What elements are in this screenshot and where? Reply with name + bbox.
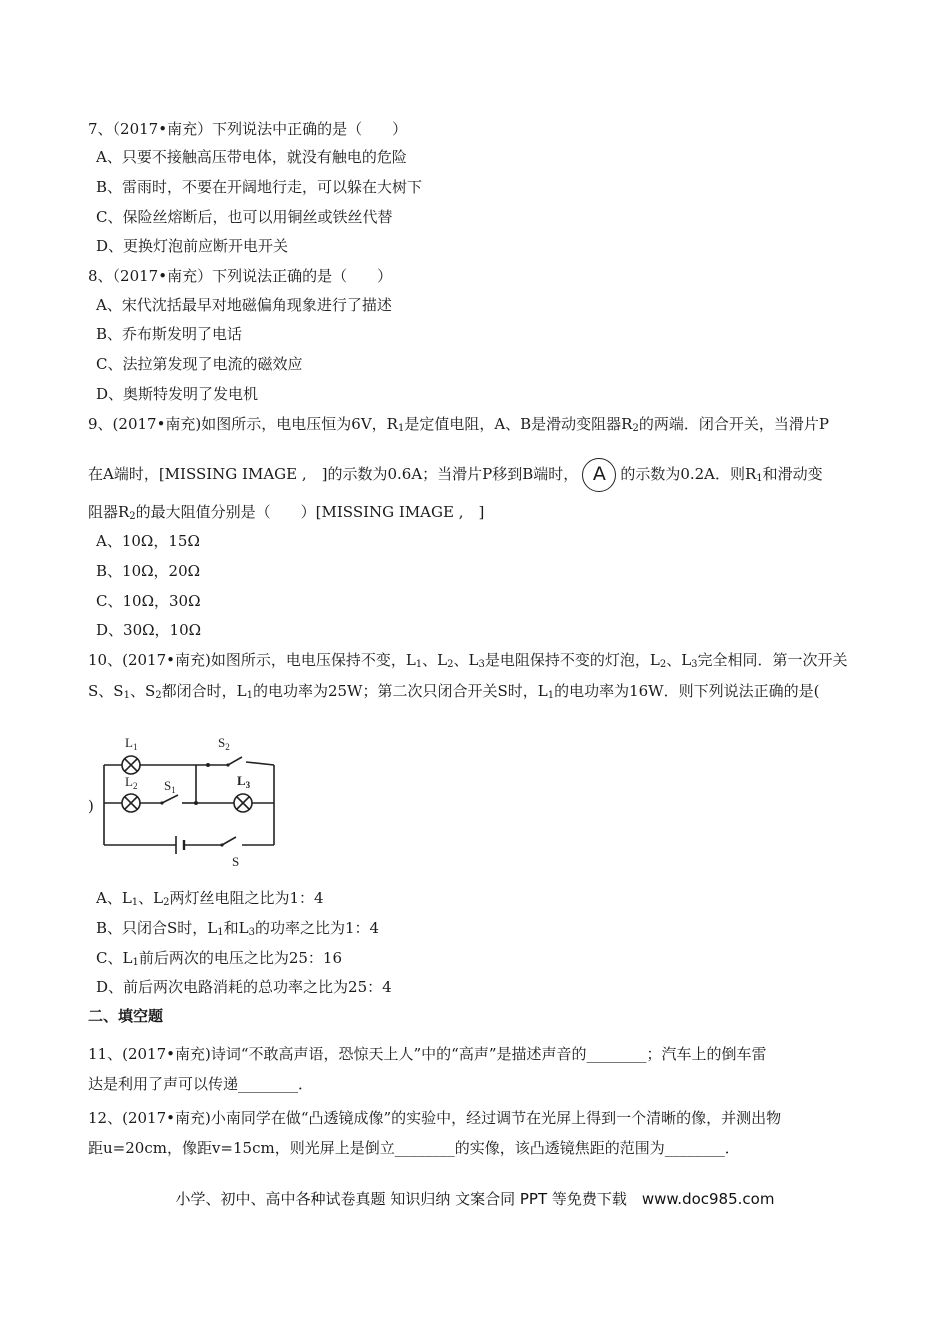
label-L3: $L_3$ — [237, 773, 251, 790]
q9-stem-line3: 阻器$R_2$的最大阻值分别是（ ）[MISSING IMAGE , ] — [88, 503, 485, 522]
q10-stem-line1: 10、(2017•南充)如图所示，电电压保持不变，$L_1$、$L_2$、$L_3$是电阻保持不变的灯泡，$L_2$、$L_3$完全相同．第一次开关 — [88, 651, 848, 670]
q8-option-d: D、奥斯特发明了发电机 — [96, 385, 259, 403]
q11-line1: 11、(2017•南充)诗词“不敢高声语，恐惊天上人”中的“高声”是描述声音的________；汽车上的倒车雷 — [88, 1045, 767, 1063]
q12-line2: 距u=20cm，像距v=15cm，则光屏上是倒立________的实像，该凸透镜焦距的范围为________． — [88, 1139, 740, 1157]
q10-option-d: D、前后两次电路消耗的总功率之比为25：4 — [96, 978, 392, 996]
q8-option-c: C、法拉第发现了电流的磁效应 — [96, 355, 303, 373]
circuit-diagram — [98, 733, 308, 873]
q10-option-c: C、$L_1$前后两次的电压之比为25：16 — [96, 949, 343, 968]
section-heading: 二、填空题 — [88, 1007, 164, 1025]
q7-option-a: A、只要不接触高压带电体，就没有触电的危险 — [96, 148, 407, 166]
q9-option-d: D、30Ω，10Ω — [96, 621, 202, 639]
label-S: S — [232, 854, 240, 869]
q9-stem-line2: 在A端时，[MISSING IMAGE , ]的示数为0.6A；当滑片P移到B端时， A 的示数为0.2A．则$R_1$和滑动变 — [88, 458, 823, 492]
q8-stem: 8、（2017•南充）下列说法正确的是（ ） — [88, 267, 393, 285]
q11-line2: 达是利用了声可以传递________． — [88, 1075, 314, 1093]
footer-text: 小学、初中、高中各种试卷真题 知识归纳 文案合同 PPT 等免费下载 www.doc985.com — [175, 1190, 775, 1208]
q10-option-b: B、只闭合S时，$L_1$和$L_3$的功率之比为1：4 — [96, 919, 380, 938]
q7-stem: 7、（2017•南充）下列说法中正确的是（ ） — [88, 120, 408, 138]
q8-option-a: A、宋代沈括最早对地磁偏角现象进行了描述 — [96, 296, 392, 314]
label-S1: $S_1$ — [164, 778, 176, 795]
label-S2: $S_2$ — [218, 735, 230, 752]
label-L1: $L_1$ — [125, 735, 138, 752]
q9-option-a: A、10Ω，15Ω — [96, 532, 200, 550]
q7-option-b: B、雷雨时，不要在开阔地行走，可以躲在大树下 — [96, 178, 423, 196]
q10-option-a: A、$L_1$、$L_2$两灯丝电阻之比为1：4 — [96, 889, 324, 908]
q7-option-c: C、保险丝熔断后，也可以用铜丝或铁丝代替 — [96, 208, 393, 226]
q9-option-c: C、10Ω，30Ω — [96, 592, 201, 610]
ammeter-icon: A — [582, 458, 616, 492]
q9-option-b: B、10Ω，20Ω — [96, 562, 201, 580]
q10-stem-line2: S、$S_1$、$S_2$都闭合时，$L_1$的电功率为25W；第二次只闭合开关S时，$L_1$的电功率为16W．则下列说法正确的是( — [88, 682, 820, 701]
q9-stem-line1: 9、(2017•南充)如图所示，电电压恒为6V，$R_1$是定值电阻，A、B是滑动变阻器$R_2$的两端．闭合开关，当滑片P — [88, 415, 829, 434]
q8-option-b: B、乔布斯发明了电话 — [96, 325, 243, 343]
q10-stem-close: ) — [88, 797, 94, 815]
label-L2: $L_2$ — [125, 774, 138, 791]
q7-option-d: D、更换灯泡前应断开电开关 — [96, 237, 289, 255]
q12-line1: 12、(2017•南充)小南同学在做“凸透镜成像”的实验中，经过调节在光屏上得到一个清晰的像，并测出物 — [88, 1109, 782, 1127]
